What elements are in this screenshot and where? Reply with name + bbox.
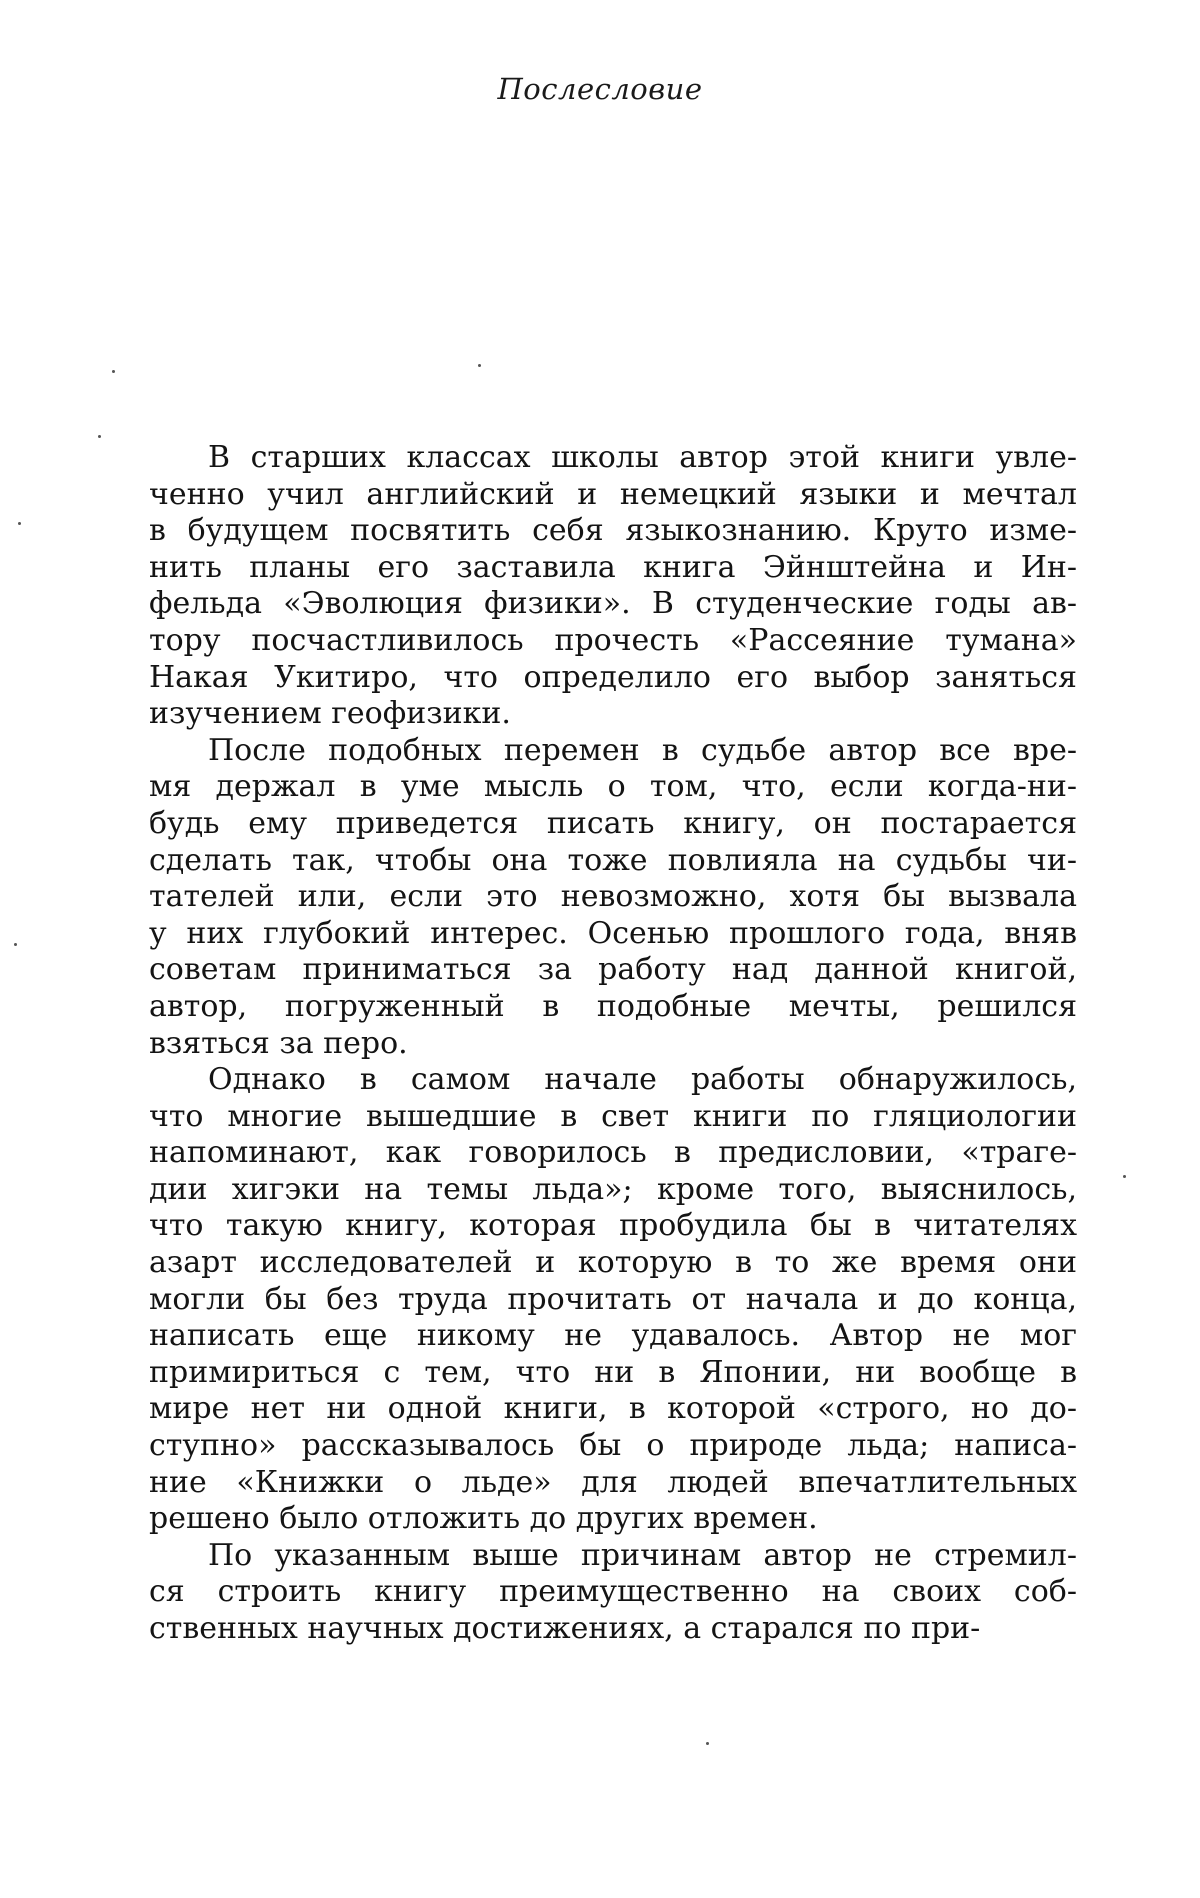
text-line: ступно» рассказывалось бы о природе льда; написа- (149, 1428, 1077, 1464)
paragraph (149, 440, 1077, 733)
text-line: ся строить книгу преимущественно на своих соб- (149, 1574, 1077, 1610)
text-line: написать еще никому не удавалось. Автор не мог (149, 1318, 1077, 1354)
text-line: По указанным выше причинам автор не стремил- (208, 1537, 1077, 1573)
text-line: Накая Укитиро, что определило его выбор заняться (149, 659, 1077, 695)
text-line: решено было отложить до других времен. (149, 1501, 818, 1537)
text-line: у них глубокий интерес. Осенью прошлого года, вняв (149, 915, 1077, 951)
text-line: Однако в самом начале работы обнаружилось, (208, 1062, 1077, 1098)
text-line: взяться за перо. (149, 1025, 408, 1061)
scan-speck (18, 522, 21, 525)
text-line: советам приниматься за работу над данной книгой, (149, 952, 1077, 988)
paragraph (149, 733, 1077, 1062)
scan-speck (478, 364, 481, 367)
text-line: ченно учил английский и немецкий языки и мечтал (149, 476, 1077, 512)
text-line: сделать так, чтобы она тоже повлияла на судьбы чи- (149, 842, 1077, 878)
text-line: После подобных перемен в судьбе автор все вре- (208, 732, 1077, 768)
text-line: мя держал в уме мысль о том, что, если когда-ни- (149, 769, 1077, 805)
body-text (149, 440, 1077, 1648)
text-line: примириться с тем, что ни в Японии, ни вообще в (149, 1354, 1077, 1390)
text-line: могли бы без труда прочитать от начала и до конца, (149, 1281, 1077, 1317)
text-line: ственных научных достижениях, а старался по при- (149, 1611, 981, 1646)
paragraph (149, 1062, 1077, 1538)
scan-speck (112, 370, 115, 373)
text-line: в будущем посвятить себя языкознанию. Круто изме- (149, 513, 1077, 549)
text-line: тору посчастливилось прочесть «Рассеяние тумана» (149, 622, 1077, 658)
text-line: фельда «Эволюция физики». В студенческие годы ав- (149, 586, 1077, 622)
text-line: азарт исследователей и которую в то же время они (149, 1245, 1077, 1281)
scan-speck (14, 943, 17, 946)
text-line: В старших классах школы автор этой книги увле- (208, 440, 1077, 475)
paragraph (149, 1538, 1077, 1648)
scan-speck (1123, 1175, 1126, 1178)
text-line: напоминают, как говорилось в предисловии, «траге- (149, 1135, 1077, 1171)
text-line: изучением геофизики. (149, 696, 511, 732)
text-line: тателей или, если это невозможно, хотя бы вызвала (149, 879, 1077, 915)
text-line: что такую книгу, которая пробудила бы в читателях (149, 1208, 1077, 1244)
scan-speck (706, 1742, 709, 1745)
text-line: автор, погруженный в подобные мечты, решился (149, 988, 1077, 1024)
text-line: что многие вышедшие в свет книги по гляциологии (149, 1098, 1077, 1134)
running-head: Послесловие (497, 72, 703, 106)
text-line: дии хигэки на темы льда»; кроме того, выяснилось, (149, 1171, 1077, 1207)
text-line: мире нет ни одной книги, в которой «строго, но до- (149, 1391, 1077, 1427)
scan-speck (98, 435, 101, 438)
text-line: ние «Книжки о льде» для людей впечатлительных (149, 1464, 1077, 1500)
text-line: будь ему приведется писать книгу, он постарается (149, 805, 1077, 841)
text-line: нить планы его заставила книга Эйнштейна и Ин- (149, 549, 1077, 585)
